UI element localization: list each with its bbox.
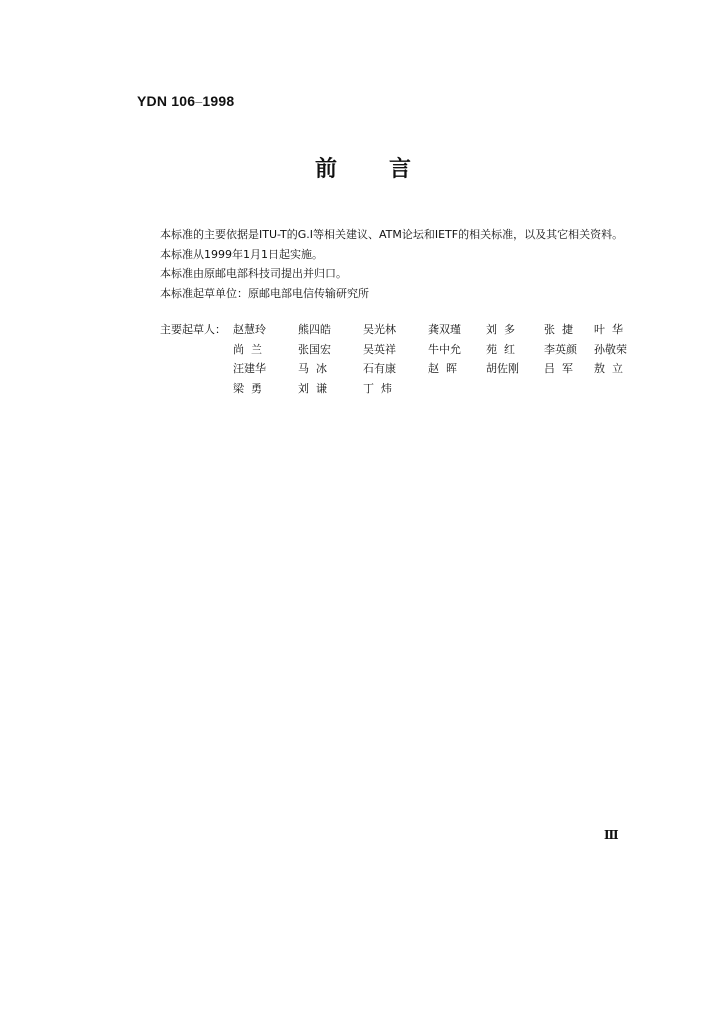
drafters-row — [160, 340, 644, 360]
drafter-name: 丁 炜 — [363, 381, 392, 395]
drafter-name: 汪建华 — [233, 362, 266, 375]
drafter-name: 牛中允 — [428, 342, 461, 356]
standard-code: YDN 106 — [137, 93, 196, 109]
drafters-row — [160, 320, 644, 340]
drafter-name: 吕 军 — [544, 362, 573, 375]
preface-body — [138, 225, 628, 303]
drafter-name: 尚 兰 — [233, 342, 262, 356]
drafters-row — [160, 359, 644, 379]
drafter-name: 龚双瑾 — [428, 323, 461, 336]
drafter-name: 石有康 — [363, 362, 396, 375]
drafter-name: 孙敬荣 — [594, 342, 627, 356]
drafter-name: 吴光林 — [363, 323, 396, 336]
title-char-2: 言 — [389, 157, 412, 182]
drafter-name: 刘 多 — [486, 323, 515, 336]
drafter-name: 梁 勇 — [233, 381, 262, 395]
standard-header — [137, 93, 234, 109]
drafters-label: 主要起草人： — [160, 323, 226, 336]
title-char-1: 前 — [314, 157, 337, 182]
drafters-row — [160, 379, 644, 399]
drafter-name: 刘 谦 — [298, 381, 327, 395]
paragraph-drafting-unit: 本标准起草单位：原邮电部电信传输研究所 — [160, 286, 369, 300]
drafter-name: 敖 立 — [594, 362, 623, 375]
header-separator: — — [195, 98, 203, 106]
paragraph-basis: 本标准的主要依据是ITU-T的G.I等相关建议、ATM论坛和IETF的相关标准，以及其它相关资料。 — [160, 228, 624, 241]
drafter-name: 苑 红 — [486, 342, 515, 356]
drafter-name: 赵 晖 — [428, 362, 457, 375]
drafter-name: 张国宏 — [298, 342, 331, 356]
drafter-name: 叶 华 — [594, 323, 623, 336]
drafter-name: 李英颜 — [544, 342, 577, 356]
drafters-list — [160, 320, 644, 398]
drafter-name: 马 冰 — [298, 362, 327, 375]
drafter-name: 赵慧玲 — [233, 323, 266, 336]
page-title — [0, 152, 726, 183]
paragraph-effective-date: 本标准从1999年1月1日起实施。 — [160, 247, 323, 261]
drafter-name: 熊四皓 — [298, 323, 331, 336]
drafter-name: 胡佐刚 — [486, 362, 519, 375]
paragraph-proposer: 本标准由原邮电部科技司提出并归口。 — [160, 267, 347, 280]
drafter-name: 吴英祥 — [363, 342, 396, 356]
drafter-name: 张 捷 — [544, 323, 573, 336]
page-number: Ⅲ — [604, 828, 619, 842]
standard-year: 1998 — [202, 93, 235, 109]
